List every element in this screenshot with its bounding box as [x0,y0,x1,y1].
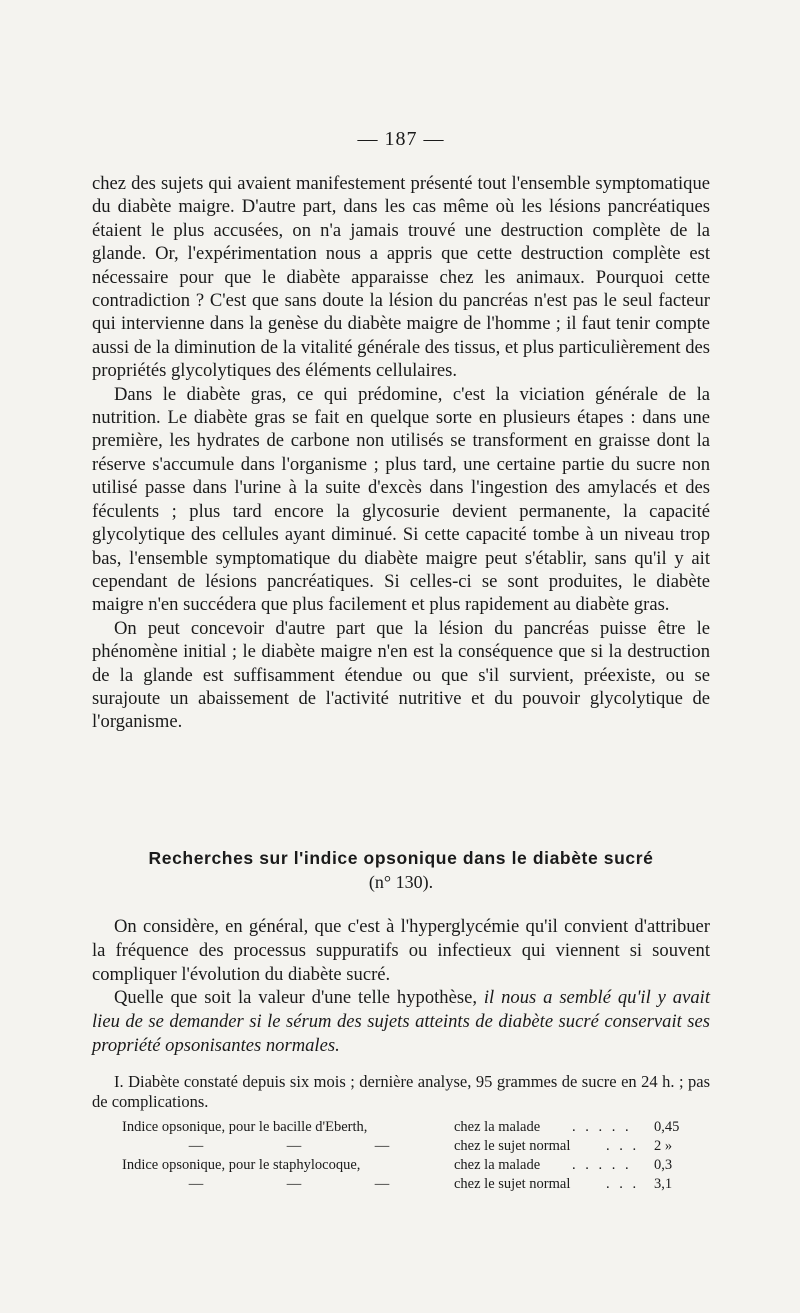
section-heading-title: Recherches sur l'indice opsonique dans le diabète sucré [148,848,654,868]
ditto-dash: — [286,1176,302,1192]
page-number: — 187 — [357,128,445,150]
section-paragraph-1: On considère, en général, que c'est à l'hyperglycémie qu'il convient d'attribuer la fréquence des processus suppuratifs ou infectieux qui viennent si souvent compliquer l'évolution du diabète sucré. [92,916,710,985]
row-value: 0,3 [654,1157,673,1173]
body-text [92,172,710,734]
section-number: (n° 130). [368,872,434,892]
opsonic-index-table [122,1118,698,1194]
row-subject: chez la malade [454,1119,541,1135]
section-paragraph-2-plain: Quelle que soit la valeur d'une telle hypothèse, [114,987,484,1009]
table-row [122,1156,698,1175]
paragraph-2: Dans le diabète gras, ce qui prédomine, c'est la viciation générale de la nutrition. Le diabète gras se fait en quelque sorte en plusieurs étapes : dans une première, les hydrates de carbone non utilisés se transforment en graisse dont la réserve s'accumule dans l'organisme ; plus tard, une certaine partie du sucre non utilisé passe dans l'urine à la suite d'excès dans l'ingestion des amylacés et des féculents ; plus tard encore la glycosurie devient permanente, la capacité glycolytique des cellules ayant diminué. Si cette capacité tombe à un niveau trop bas, l'ensemble symptomatique du diabète maigre peut s'établir, sans qu'il y ait cependant de lésions pancréatiques. Si celles-ci se sont produites, le diabète maigre n'en succédera que plus facilement et plus rapidement au diabète gras. [92,383,710,616]
row-subject: chez le sujet normal [454,1176,571,1192]
row-subject: chez la malade [454,1157,541,1173]
table-row [122,1118,698,1137]
row-value: 3,1 [654,1176,673,1192]
paragraph-3: On peut concevoir d'autre part que la lésion du pancréas puisse être le phénomène initial ; le diabète maigre n'en est la conséquence que si la destruction de la glande est suffisamment étendue ou que s'il survient, préexiste, ou se surajoute un abaissement de l'activité nutritive et du pouvoir glycolytique de l'organisme. [92,617,710,733]
ditto-dash: — [374,1138,390,1154]
row-leader: . . . [606,1176,640,1192]
ditto-dash: — [374,1176,390,1192]
ditto-dash: — [188,1138,204,1154]
section-paragraph-2-italic: il nous a semblé qu'il y avait lieu de se demander si le sérum des sujets atteints de diabète sucré conservait ses propriété opsonisantes normales. [92,987,710,1056]
case-text: I. Diabète constaté depuis six mois ; dernière analyse, 95 grammes de sucre en 24 h. ; pas de complications. [92,1072,710,1111]
row-value: 2 » [654,1138,673,1154]
row-label: Indice opsonique, pour le staphylocoque, [122,1157,361,1173]
row-leader: . . . . . [572,1157,632,1173]
table-row [122,1175,698,1194]
case-description [92,1072,710,1112]
section-body [92,915,710,1058]
row-leader: . . . [606,1138,640,1154]
section-heading [92,846,710,894]
ditto-dash: — [188,1176,204,1192]
table-row [122,1137,698,1156]
row-leader: . . . . . [572,1119,632,1135]
paragraph-1: chez des sujets qui avaient manifestement présenté tout l'ensemble symptomatique du diabète maigre. D'autre part, dans les cas même où les lésions pancréatiques étaient le plus accusées, on n'a jamais trouvé une destruction complète de la glande. Or, l'expérimentation nous a appris que cette destruction complète est nécessaire pour que le diabète apparaisse chez les animaux. Pourquoi cette contradiction ? C'est que sans doute la lésion du pancréas n'est pas le seul facteur qui intervienne dans la genèse du diabète maigre de l'homme ; il faut tenir compte aussi de la diminution de la vitalité générale des tissus, et plus particulièrement des propriétés glycolytiques des éléments cellulaires. [92,173,710,382]
row-label: Indice opsonique, pour le bacille d'Eberth, [122,1119,368,1135]
section-paragraph-2 [92,986,710,1057]
row-subject: chez le sujet normal [454,1138,571,1154]
row-value: 0,45 [654,1119,680,1135]
ditto-dash: — [286,1138,302,1154]
